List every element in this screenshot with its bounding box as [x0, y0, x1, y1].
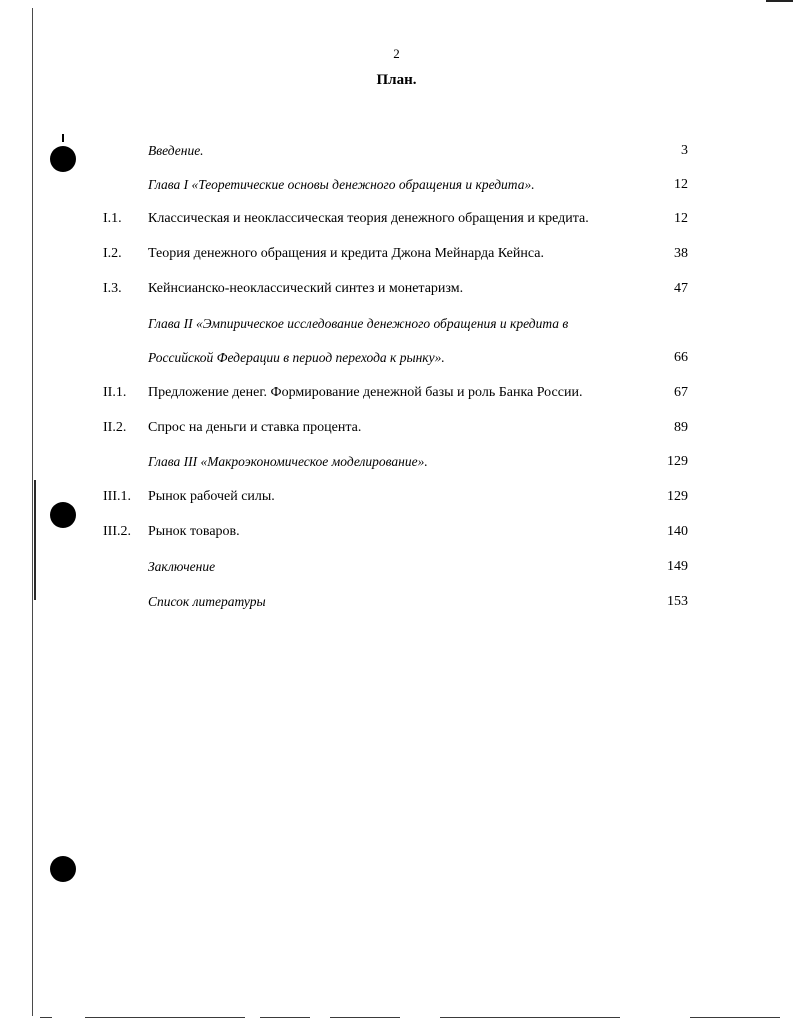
toc-page: 129 [667, 454, 688, 469]
page-number: 2 [393, 46, 400, 61]
toc-row [0, 381, 793, 405]
toc-title: Заключение [148, 559, 216, 574]
toc-page: 67 [674, 385, 688, 400]
toc-row [0, 450, 793, 474]
scan-edge-line [85, 1017, 245, 1018]
toc-row [0, 173, 793, 197]
page-title: План. [376, 72, 417, 88]
toc-page: 140 [667, 524, 688, 539]
toc-title: Спрос на деньги и ставка процента. [148, 420, 362, 435]
toc-row [0, 520, 793, 544]
toc-title: Список литературы [148, 594, 266, 609]
toc-page: 38 [674, 246, 688, 261]
toc-row [0, 416, 793, 440]
scan-edge-line [40, 1017, 52, 1018]
toc-title: Глава II «Эмпирическое исследование денежного обращения и кредита в [148, 316, 569, 331]
toc-number: II.2. [103, 420, 127, 435]
toc-page: 66 [674, 350, 688, 365]
toc-page: 12 [674, 211, 688, 226]
scan-edge-line [690, 1017, 780, 1018]
toc-page: 12 [674, 177, 688, 192]
toc-row [0, 590, 793, 614]
toc-title: Рынок товаров. [148, 524, 240, 539]
toc-number: III.1. [103, 489, 131, 504]
toc-number: II.1. [103, 385, 127, 400]
toc-row [0, 242, 793, 266]
toc-page: 3 [681, 143, 688, 158]
toc-row [0, 207, 793, 231]
toc-title: Глава III «Макроэкономическое моделирование». [148, 454, 428, 469]
scan-edge-line [440, 1017, 620, 1018]
toc-row [0, 485, 793, 509]
toc-page: 129 [667, 489, 688, 504]
toc-number: I.1. [103, 211, 122, 226]
toc-title: Кейнсианско-неоклассический синтез и монетаризм. [148, 281, 464, 296]
toc-title: Классическая и неоклассическая теория денежного обращения и кредита. [148, 211, 589, 226]
toc-row [0, 312, 793, 336]
toc-row [0, 555, 793, 579]
punch-hole [50, 856, 76, 882]
toc-number: III.2. [103, 524, 131, 539]
scan-edge-line [330, 1017, 400, 1018]
toc-page: 149 [667, 559, 688, 574]
toc-row [0, 277, 793, 301]
toc-page: 89 [674, 420, 688, 435]
toc-title: Российской Федерации в период перехода к рынку». [148, 350, 445, 365]
toc-number: I.2. [103, 246, 122, 261]
toc-page: 153 [667, 594, 688, 609]
toc-title: Предложение денег. Формирование денежной базы и роль Банка России. [148, 385, 583, 400]
toc-title: Рынок рабочей силы. [148, 489, 275, 504]
toc-page: 47 [674, 281, 688, 296]
scan-edge-line [260, 1017, 310, 1018]
toc-title: Введение. [148, 143, 204, 158]
scan-edge-mark [766, 0, 793, 2]
toc-row [0, 346, 793, 370]
toc-title: Теория денежного обращения и кредита Джона Мейнарда Кейнса. [148, 246, 544, 261]
toc-number: I.3. [103, 281, 122, 296]
toc-row [0, 139, 793, 163]
toc-title: Глава I «Теоретические основы денежного обращения и кредита». [148, 177, 535, 192]
